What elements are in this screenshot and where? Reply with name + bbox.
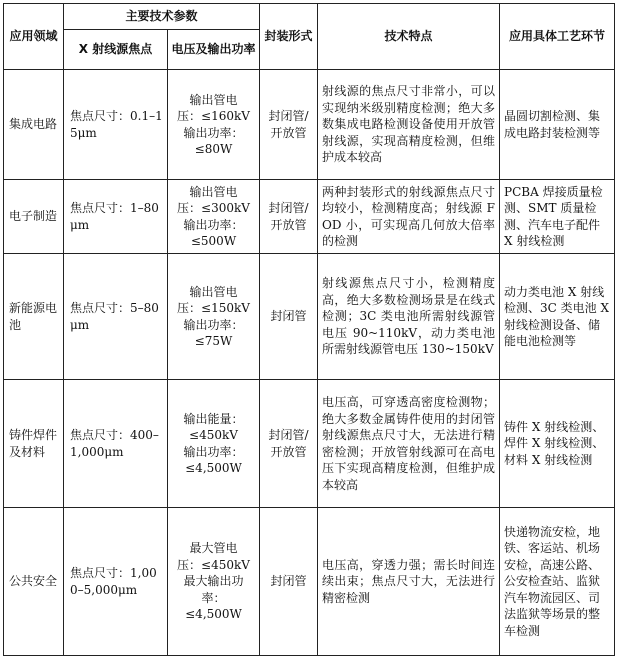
cell-features: 电压高，可穿透高密度检测物；绝大多数金属铸件使用的封闭管射线源焦点尺寸大，无法进行精密检测；开放管射线源可在高电压下实现高精度检测，但维护成本较高 <box>318 380 500 508</box>
voltage-power-line: 压：≤300kV <box>177 201 250 215</box>
voltage-power-line: 输出功率： <box>183 317 244 332</box>
voltage-power-line: 最大管电 <box>189 541 238 556</box>
cell-package: 封闭管/开放管 <box>260 180 318 254</box>
table-row <box>4 180 615 254</box>
cell-focal: 焦点尺寸：1,000–5,000μm <box>64 508 168 656</box>
voltage-power-line: 输出管电 <box>189 92 238 107</box>
header-voltage-power: 电压及输出功率 <box>168 30 260 70</box>
voltage-power-line: ≤80W <box>194 142 233 156</box>
cell-field: 铸件焊件及材料 <box>4 380 64 508</box>
voltage-power-line: 输出功率： <box>183 444 244 459</box>
cell-features: 射线源的焦点尺寸非常小，可以实现纳米级别精度检测；绝大多数集成电路检测设备使用开放管射线源，实现高精度检测，但维护成本较高 <box>318 70 500 180</box>
voltage-power-line: 率： <box>201 590 226 605</box>
voltage-power-line: ≤4,500W <box>185 461 242 475</box>
cell-features: 两种封装形式的射线源焦点尺寸均较小，检测精度高；射线源 FOD 小，可实现高几何放大倍率的检测 <box>318 180 500 254</box>
voltage-power-line: 压：≤160kV <box>177 109 250 123</box>
cell-features: 射线源焦点尺寸小，检测精度高，绝大多数检测场景是在线式检测；3C 类电池所需射线源管电压 90~110kV，动力类电池所需射线源管电压 130~150kV <box>318 254 500 380</box>
cell-applications: PCBA 焊接质量检测、SMT 质量检测、汽车电子配件 X 射线检测 <box>500 180 615 254</box>
cell-applications: 动力类电池 X 射线检测、3C 类电池 X 射线检测设备、储能电池检测等 <box>500 254 615 380</box>
cell-voltage-power <box>168 508 260 656</box>
cell-focal: 焦点尺寸：1–80μm <box>64 180 168 254</box>
voltage-power-line: ≤500W <box>190 234 237 248</box>
header-features: 技术特点 <box>318 4 500 70</box>
voltage-power-line: 压：≤450kV <box>177 557 250 572</box>
voltage-power-line: 输出功率： <box>183 217 244 232</box>
table-row <box>4 508 615 656</box>
cell-package: 封闭管/开放管 <box>260 380 318 508</box>
header-package: 封装形式 <box>260 4 318 70</box>
header-applications: 应用具体工艺环节 <box>500 4 615 70</box>
voltage-power-line: 输出管电 <box>189 184 238 199</box>
voltage-power-line: ≤450kV <box>189 428 238 442</box>
cell-package: 封闭管/开放管 <box>260 70 318 180</box>
voltage-power-line: ≤4,500W <box>185 607 242 622</box>
voltage-power-line: 输出功率： <box>183 125 244 140</box>
cell-applications: 快递物流安检，地铁、客运站、机场安检，高速公路、公安检查站、监狱汽车物流园区、司法监狱等场景的整车检测 <box>500 508 615 656</box>
cell-focal: 焦点尺寸：400–1,000μm <box>64 380 168 508</box>
cell-features: 电压高，穿透力强；需长时间连续出束；焦点尺寸大，无法进行精密检测 <box>318 508 500 656</box>
table-row <box>4 70 615 180</box>
cell-field: 公共安全 <box>4 508 64 656</box>
voltage-power-line: 压：≤150kV <box>177 301 250 315</box>
cell-voltage-power <box>168 380 260 508</box>
cell-field: 新能源电池 <box>4 254 64 380</box>
cell-field: 集成电路 <box>4 70 64 180</box>
cell-package: 封闭管 <box>260 254 318 380</box>
header-focal: X 射线源焦点 <box>64 30 168 70</box>
header-main-params: 主要技术参数 <box>64 4 260 30</box>
cell-applications: 铸件 X 射线检测、焊件 X 射线检测、材料 X 射线检测 <box>500 380 615 508</box>
cell-focal: 焦点尺寸：0.1–15μm <box>64 70 168 180</box>
table-row <box>4 380 615 508</box>
cell-voltage-power <box>168 70 260 180</box>
cell-field: 电子制造 <box>4 180 64 254</box>
header-field: 应用领域 <box>4 4 64 70</box>
voltage-power-line: 输出能量： <box>183 411 244 426</box>
technical-parameters-table <box>3 3 615 656</box>
cell-voltage-power <box>168 254 260 380</box>
table-row <box>4 254 615 380</box>
voltage-power-line: 最大输出功 <box>183 574 244 589</box>
voltage-power-line: 输出管电 <box>189 284 238 299</box>
cell-focal: 焦点尺寸：5–80μm <box>64 254 168 380</box>
voltage-power-line: ≤75W <box>194 334 233 348</box>
cell-applications: 晶圆切割检测、集成电路封装检测等 <box>500 70 615 180</box>
cell-voltage-power <box>168 180 260 254</box>
cell-package: 封闭管 <box>260 508 318 656</box>
